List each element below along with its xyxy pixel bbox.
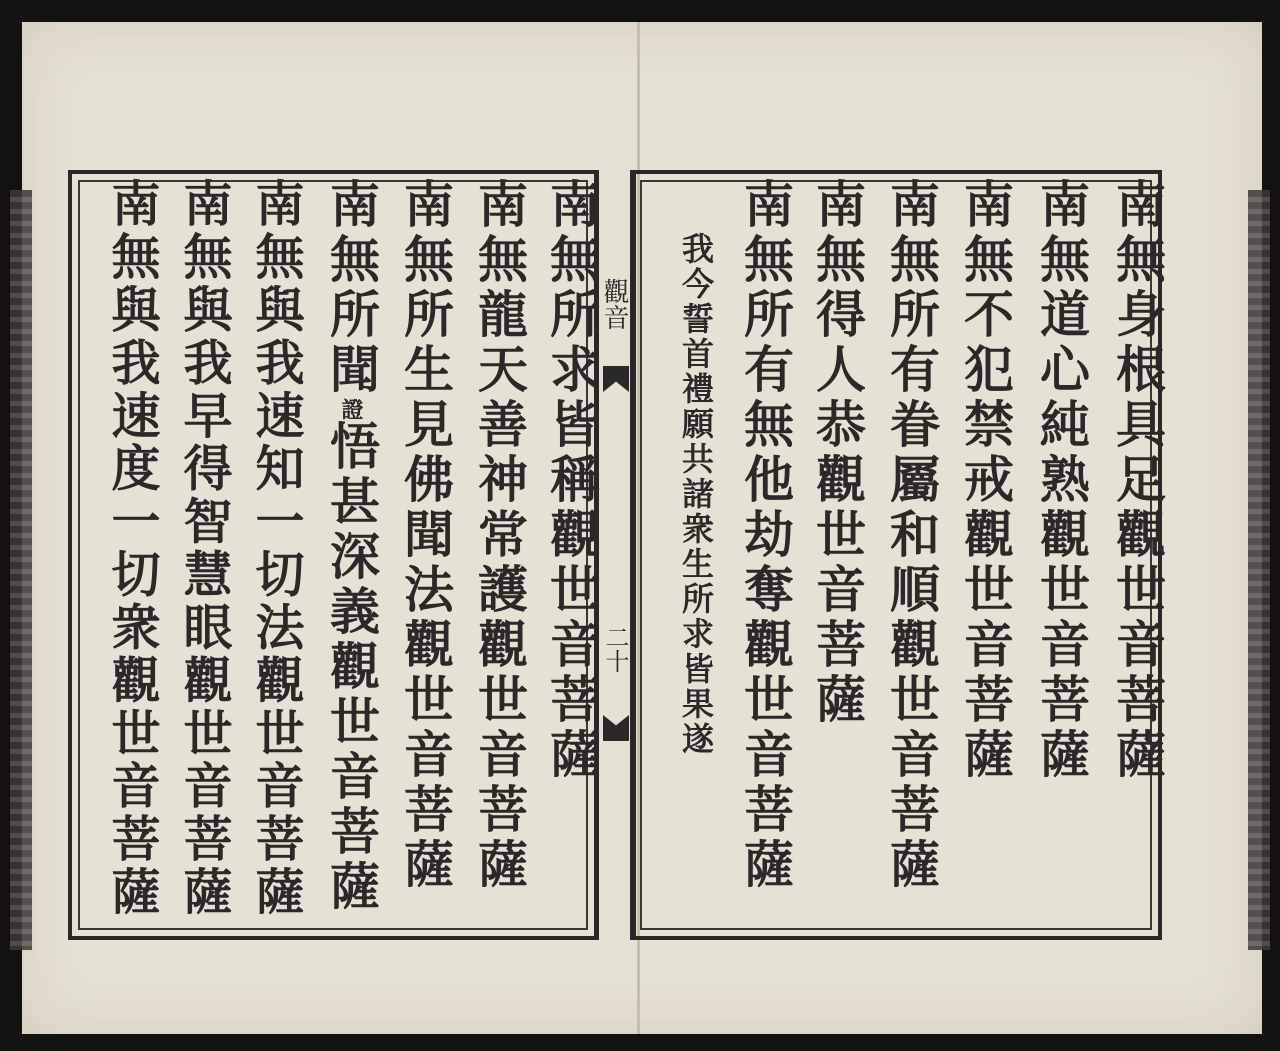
fish-tail-bottom-icon [603, 715, 629, 741]
text-column [322, 178, 381, 915]
text-column: 南無道心純熟觀世音菩薩 [1032, 178, 1091, 783]
text-column: 南無與我速知一切法觀世音菩薩 [248, 178, 306, 919]
text-column: 南無得人恭觀世音菩薩 [808, 178, 867, 728]
text-column: 南無所有眷屬和順觀世音菩薩 [882, 178, 941, 893]
fish-tail-top-icon [603, 366, 629, 392]
text-column: 南無所求皆稱觀世音菩薩 [542, 178, 601, 783]
vow-column: 我今誓首禮願共諸衆生所求皆果遂 [677, 232, 715, 757]
right-edge-strip [1248, 190, 1270, 950]
text-column: 南無身根具足觀世音菩薩 [1108, 178, 1167, 783]
text-column: 南無與我速度一切衆觀世音菩薩 [104, 178, 162, 919]
center-column [596, 170, 636, 940]
text-column: 南無不犯禁戒觀世音菩薩 [956, 178, 1015, 783]
center-title: 觀音 [599, 278, 629, 330]
annotation-note: 證 [338, 398, 364, 420]
text-column: 南無與我早得智慧眼觀世音菩薩 [176, 178, 234, 919]
text-column: 南無所生見佛聞法觀世音菩薩 [396, 178, 455, 893]
page-number: 二十 [601, 625, 629, 673]
text-column: 南無所有無他劫奪觀世音菩薩 [736, 178, 795, 893]
text-column: 南無龍天善神常護觀世音菩薩 [470, 178, 529, 893]
text-segment: 南無所聞 [322, 178, 381, 398]
left-edge-strip [10, 190, 32, 950]
text-segment: 悟甚深義觀世音菩薩 [322, 420, 381, 915]
